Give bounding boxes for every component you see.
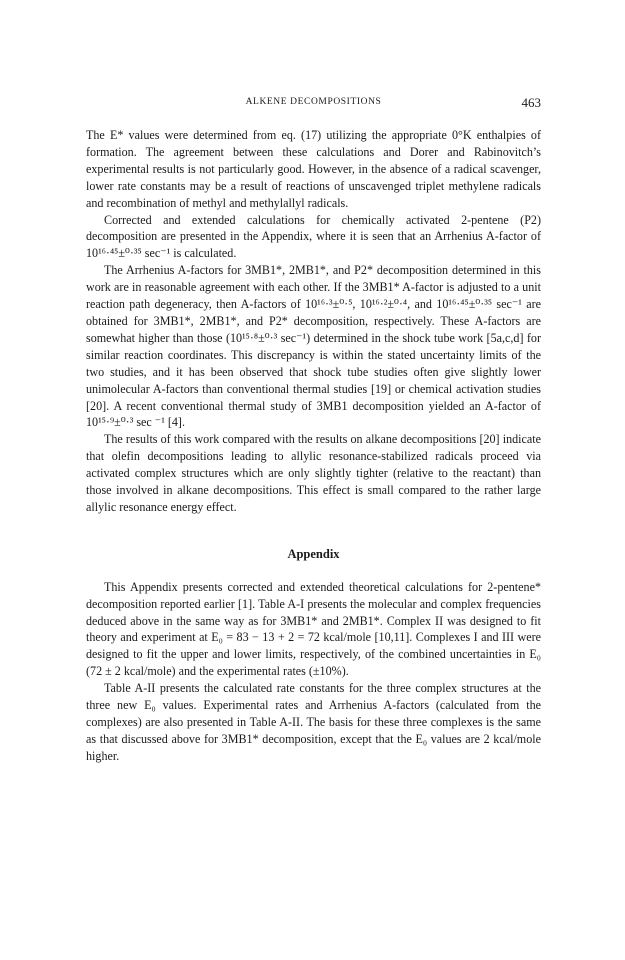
paragraph-2-pentene-calculations: Corrected and extended calculations for chemically activated 2-pentene (P2) decomposition are presented in the Appendix, where it is seen that an Arrhenius A-factor of 10¹⁶·⁴⁵±⁰·³⁵ sec⁻¹ is calculated. [86,212,541,261]
page-number: 463 [521,95,541,110]
running-header [86,95,541,111]
body-text [86,127,541,765]
paragraph-alkane-comparison: The results of this work compared with the results on alkane decompositions [20] indicate that olefin decompositions leading to allylic resonance-stabilized radicals proceed via activated complex structures which are only slightly tighter (relative to the reactant) than those involved in alkane decompositions. This effect is small compared to the rather large allylic resonance energy effect. [86,432,541,514]
appendix-paragraph-table-a-ii: Table A-II presents the calculated rate constants for the three complex structures at the three new E₀ values. Experimental rates and Arrhenius A-factors (calculated from the complexes) are also presented in Table A-II. The basis for these three complexes is the same as that discussed above for 3MB1* decomposition, except that the E₀ values are 2 kcal/mole higher. [86,681,541,763]
appendix-paragraph-intro: This Appendix presents corrected and extended theoretical calculations for 2-pentene* decomposition reported earlier [1]. Table A-I presents the molecular and complex frequencies deduced above in the same way as for 3MB1* and 2MB1*. Complex II was designed to fit theory and experiment at E₀ = 83 − 13 + 2 = 72 kcal/mole [10,11]. Complexes I and III were designed to fit the upper and lower limits, respectively, of the combined uncertainties in E₀ (72 ± 2 kcal/mole) and the experimental rates (±10%). [86,579,541,679]
appendix-heading: Appendix [287,546,340,561]
paragraph-arrhenius-a-factors: The Arrhenius A-factors for 3MB1*, 2MB1*, and P2* decomposition determined in this work are in reasonable agreement with each other. If the 3MB1* A-factor is adjusted to a unit reaction path degeneracy, then A-factors of 10¹⁶·³±⁰·⁵, 10¹⁶·²±⁰·⁴, and 10¹⁶·⁴⁵±⁰·³⁵ sec⁻¹ are obtained for 3MB1*, 2MB1*, and P2* decomposition, respectively. These A-factors are somewhat higher than those (10¹⁵·⁸±⁰·³ sec⁻¹) determined in the shock tube work [5a,c,d] for similar reaction coordinates. This discrepancy is within the stated uncertainty limits of the two studies, and it has been observed that shock tube studies often give slightly lower unimolecular A-factors than conventional thermal studies [19] or chemical activation studies [20]. A recent conventional thermal study of 3MB1 decomposition yielded an A-factor of 10¹⁵·⁹±⁰·³ sec ⁻¹ [4]. [86,263,541,430]
paragraph-e-star-values: The E* values were determined from eq. (17) utilizing the appropriate 0°K enthalpies of formation. The agreement between these calculations and Dorer and Rabinovitch’s experimental results is not particularly good. However, in the absence of a radical scavenger, lower rate constants may be a result of reactions of unscavenged triplet methylene radicals and recombination of methyl and methylallyl radicals. [86,128,541,210]
running-title: ALKENE DECOMPOSITIONS [245,97,382,107]
